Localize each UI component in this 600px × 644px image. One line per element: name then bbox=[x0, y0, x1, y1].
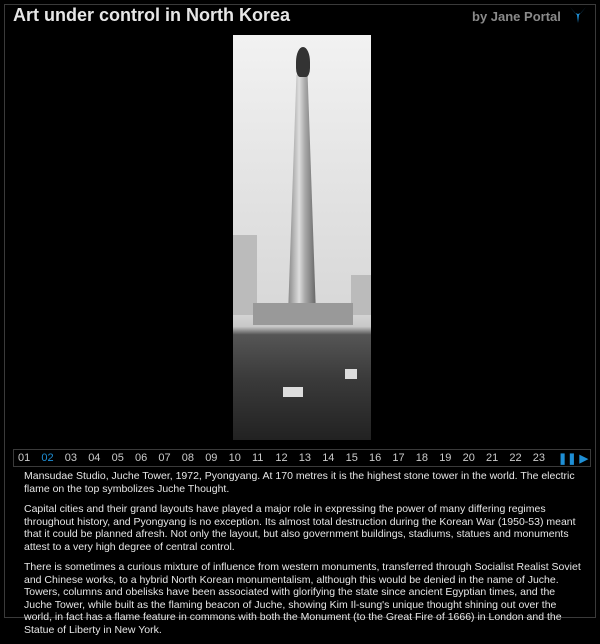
page-link-14[interactable]: 14 bbox=[322, 452, 335, 464]
pause-icon[interactable]: ❚❚ bbox=[558, 453, 577, 465]
page-link-19[interactable]: 19 bbox=[439, 452, 452, 464]
page-link-11[interactable]: 11 bbox=[252, 452, 264, 464]
slideshow-controls bbox=[558, 452, 588, 465]
page-title: Art under control in North Korea bbox=[13, 5, 291, 25]
page-link-21[interactable]: 21 bbox=[486, 452, 499, 464]
page-link-23[interactable]: 23 bbox=[532, 452, 546, 464]
paragraph: Capital cities and their grand layouts have played a major role in expressing the power of many differing regimes throughout history, and Pyongyang is no exception. Its almost total destruction during the Korean War (1950-53) meant that it could be planned afresh. Not only the layout, but also government buildings, stadiums, statues and monuments attest to a very high degree of central control. bbox=[24, 503, 576, 553]
page-link-17[interactable]: 17 bbox=[392, 452, 405, 464]
tower bbox=[288, 75, 316, 315]
page-link-04[interactable]: 04 bbox=[88, 452, 101, 464]
page-link-06[interactable]: 06 bbox=[135, 452, 148, 464]
tower-base bbox=[253, 303, 353, 325]
juche-tower-photo bbox=[233, 35, 371, 440]
boat bbox=[345, 369, 357, 379]
butterfly-icon bbox=[569, 6, 587, 24]
page-link-12[interactable]: 12 bbox=[275, 452, 288, 464]
page-link-10[interactable]: 10 bbox=[228, 452, 241, 464]
article-text bbox=[24, 470, 584, 644]
page-link-13[interactable]: 13 bbox=[298, 452, 312, 464]
play-icon[interactable]: ▶ bbox=[579, 453, 588, 465]
boat bbox=[283, 387, 303, 397]
page-link-22[interactable]: 22 bbox=[509, 452, 522, 464]
page-link-02[interactable]: 02 bbox=[41, 452, 54, 464]
slide-navigation bbox=[13, 449, 591, 467]
paragraph: There is sometimes a curious mixture of influence from western monuments, transferred through Socialist Realist Soviet and Chinese works, to a hybrid North Korean monumentalism, although this would be denied in the name of Juche. Towers, columns and obelisks have been associated with glorifying the state since ancient Egyptian times, and the Juche Tower, while built as the flaming beacon of Juche, showing Kim Il-sung's unique thought shining out over the world, in fact has a flame feature in commons with both the Monument (to the Great Fire of 1666) in London and the Statue of Liberty in New York. bbox=[24, 561, 581, 636]
author-byline: by Jane Portal bbox=[472, 9, 561, 24]
photo-caption: Mansudae Studio, Juche Tower, 1972, Pyongyang. At 170 metres it is the highest stone tower in the world. The electric flame on the top symbolizes Juche Thought. bbox=[24, 470, 575, 495]
page-link-05[interactable]: 05 bbox=[111, 452, 124, 464]
building bbox=[351, 275, 371, 315]
page-link-15[interactable]: 15 bbox=[345, 452, 358, 464]
page-link-03[interactable]: 03 bbox=[64, 452, 78, 464]
page-link-16[interactable]: 16 bbox=[369, 452, 382, 464]
page-link-01[interactable]: 01 bbox=[18, 452, 31, 464]
page-link-20[interactable]: 20 bbox=[462, 452, 475, 464]
flame bbox=[296, 47, 310, 77]
page-link-09[interactable]: 09 bbox=[205, 452, 218, 464]
page-link-07[interactable]: 07 bbox=[158, 452, 171, 464]
page-link-08[interactable]: 08 bbox=[181, 452, 195, 464]
page-link-18[interactable]: 18 bbox=[415, 452, 429, 464]
